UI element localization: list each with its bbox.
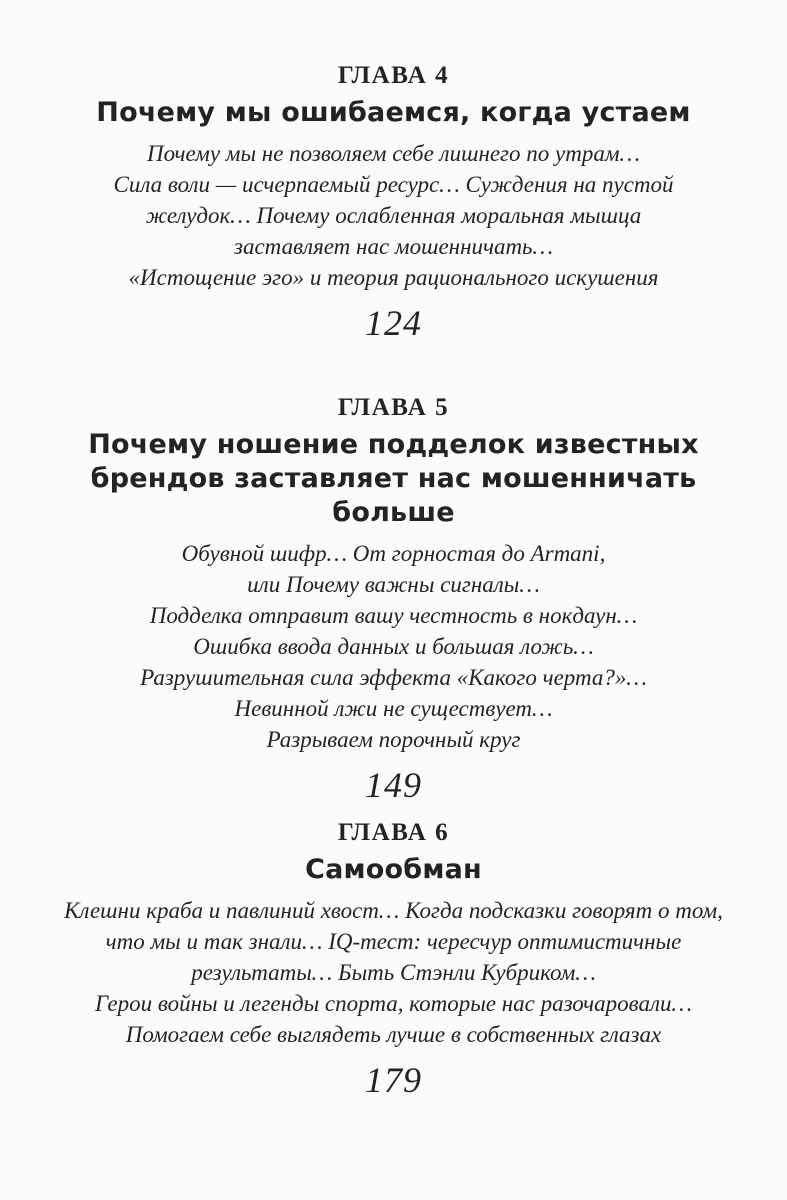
chapter-label: ГЛАВА 4	[337, 62, 450, 89]
chapter-5	[30, 392, 757, 805]
description-line: Помогаем себе выглядеть лучше в собственных глазах	[125, 1022, 662, 1047]
description-line: «Истощение эго» и теория рационального искушения	[128, 265, 659, 290]
chapter-title	[30, 853, 757, 887]
chapter-6	[30, 817, 757, 1100]
page-number: 179	[365, 1060, 422, 1100]
description-line: Невинной лжи не существует…	[234, 696, 553, 721]
description-line: желудок… Почему ослабленная моральная мышца	[145, 203, 642, 228]
description-line: результаты… Быть Стэнли Кубриком…	[191, 960, 596, 985]
description-line: Разрываем порочный круг	[266, 727, 521, 752]
description-line: Разрушительная сила эффекта «Какого черта?»…	[140, 665, 647, 690]
description-line: что мы и так знали… IQ-тест: чересчур оптимистичные	[105, 929, 682, 954]
chapter-title	[30, 96, 757, 130]
description-line: Обувной шифр… От горностая до Armani,	[181, 541, 606, 566]
chapter-title	[30, 428, 757, 530]
description-line: Подделка отправит вашу честность в нокдаун…	[149, 603, 638, 628]
chapter-title-line: Почему ношение подделок известных	[88, 429, 699, 460]
description-line: Герои войны и легенды спорта, которые нас разочаровали…	[95, 991, 692, 1016]
description-line: заставляет нас мошенничать…	[234, 234, 553, 259]
chapter-title-line: Самообман	[305, 854, 482, 885]
chapter-title-line: брендов заставляет нас мошенничать больше	[90, 463, 697, 528]
chapter-title-line: Почему мы ошибаемся, когда устаем	[96, 97, 691, 128]
description-line: Клешни краба и павлиний хвост… Когда подсказки говорят о том,	[64, 898, 723, 923]
chapter-label: ГЛАВА 5	[337, 394, 450, 421]
description-line: или Почему важны сигналы…	[247, 572, 540, 597]
chapter-description	[30, 538, 757, 755]
chapter-description	[30, 138, 757, 293]
chapter-4	[30, 60, 757, 343]
description-line: Почему мы не позволяем себе лишнего по утрам…	[147, 141, 640, 166]
description-line: Сила воли — исчерпаемый ресурс… Суждения на пустой	[113, 172, 674, 197]
page-number: 149	[365, 765, 422, 805]
page-number: 124	[365, 303, 422, 343]
chapter-label: ГЛАВА 6	[337, 819, 450, 846]
description-line: Ошибка ввода данных и большая ложь…	[193, 634, 594, 659]
chapter-description	[30, 895, 757, 1050]
